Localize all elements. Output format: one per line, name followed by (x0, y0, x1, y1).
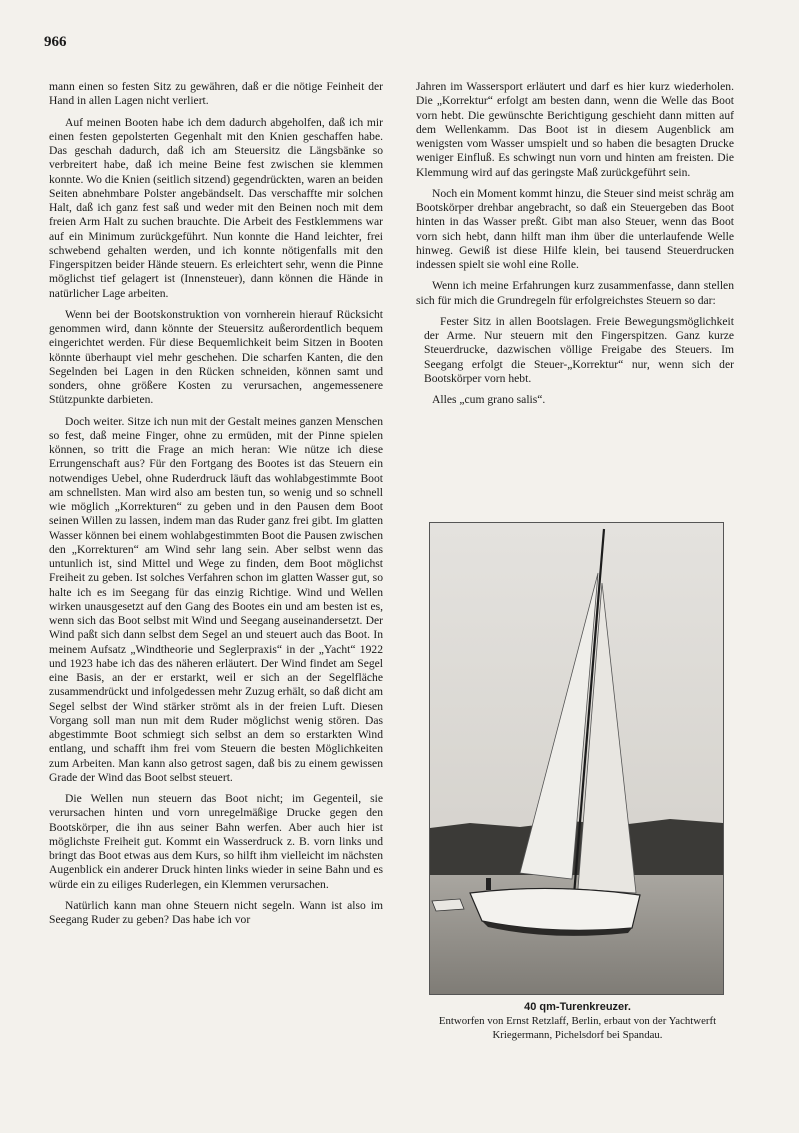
paragraph: Fester Sitz in allen Bootslagen. Freie Bewegungsmöglichkeit der Arme. Nur steuern mit den Fingerspitzen. Ganz kurze Steuerdrucke, dazwischen völlige Freigabe des Steuers. Im Seegang erfolgt die Steuer-„Korrektur“ nur, wenn sich der Bootskörper vorn hebt. (424, 314, 734, 385)
right-column (416, 80, 734, 414)
dinghy (432, 899, 464, 911)
paragraph: Natürlich kann man ohne Steuern nicht segeln. Wann ist also im Seegang Ruder zu geben? Das habe ich vor (49, 898, 383, 926)
sailboat-illustration (430, 523, 723, 994)
paragraph: Die Wellen nun steuern das Boot nicht; im Gegenteil, sie verursachen hinten und vorn unregelmäßige Drucke gegen den Bootskörper, die ihn aus seiner Bahn werfen. Aber auch hier ist möglichste Freiheit gut. Kommt ein Wasserdruck z. B. vorn links und bringt das Boot etwas aus dem Kurs, so hilft ihm vielleicht im nächsten Augenblick ein anderer Druck hinten links wieder in seine Bahn und es würde ein zu eiliges Ruderlegen, ein Klemmen verursachen. (49, 792, 383, 891)
paragraph: Wenn bei der Bootskonstruktion von vornherein hierauf Rücksicht genommen wird, dann könnte der Steuersitz außerordentlich bequem eingerichtet werden. Für diese Bequemlichkeit beim Sitzen in Booten könnte überhaupt viel mehr geschehen. Die scharfen Kanten, die den Segelnden bei Lagen in den Rücken schneiden, können samt und sonders, ohne größere Kosten zu verursachen, angemessenere Stützpunkte darbieten. (49, 307, 383, 407)
sailboat-photo (429, 522, 724, 995)
caption-title: 40 qm-Turenkreuzer. (524, 1001, 631, 1013)
paragraph: Doch weiter. Sitze ich nun mit der Gestalt meines ganzen Menschen so fest, daß meine Finger, ohne zu ermüden, mit der Pinne spielen können, so tritt die Frage an mich heran: Wie nütze ich diese Errungenschaft aus? Für den Fortgang des Bootes ist das Steuern ein notwendiges Uebel, ohne Ruderdruck läuft das wohlabgestimmte Boot am schnellsten. Man wird also am besten tun, so wenig und so schnell wie möglich „Korrekturen“ zu geben und in den Pausen dem Boot seinen Willen zu lassen, indem man das Ruder ganz frei gibt. Im glatten Wasser können bei einem wohlabgestimmten Boot die Pausen zwischen den „Korrekturen“ am Wind sehr lang sein. Aber selbst wenn das untunlich ist, sind Mittel und Wege zu finden, dem Boot möglichst Freiheit zu geben. Ist solches Verfahren schon im glatten Wasser gut, so halte ich es im Seegang für das einzig Richtige. Wind und Wellen wirken unausgesetzt auf den Gang des Bootes ein und am besten ist es, wenn sich das Boot selbst mit Wind und Seegang auseinandersetzt. Der Wind paßt sich dann selbst dem Segel an und steuert auch das Boot. In meinem Aufsatz „Windtheorie und Seglerpraxis“ in der „Yacht“ 1922 und 1923 habe ich das des näheren erläutert. Der Wind findet am Segel eine Basis, an der er erstarkt, weil er sich an der Segelfläche zusammendrückt und infolgedessen mehr Zuzug erhält, so daß dicht am Segel selbst der Wind stärker strömt als in der freien Luft. Diesen Vorgang soll man nun mit dem Ruder möglichst wenig stören. Das abgestimmte Boot schmiegt sich selbst an dem so erstarkten Wind entlang, und schafft ihm frei vom Steuern die besten Möglichkeiten zum Arbeiten. Man kann also getrost sagen, daß bis zu einem gewissen Grade der Wind das Boot selbst steuert. (49, 414, 383, 784)
figure-caption (400, 1000, 755, 1042)
paragraph: Alles „cum grano salis“. (432, 393, 546, 406)
paragraph: Auf meinen Booten habe ich dem dadurch abgeholfen, daß ich mir einen festen gepolsterten Gegenhalt mit den Knien geschaffen habe. Das geschah dadurch, daß ich am Steuersitz die Längsbänke so verbreitert habe, daß ich meine Beine fest zwischen sie klemmen konnte. Wo die Knien (seitlich sitzend) gegendrückten, waren an beiden Seiten abnehmbare Polster angebändselt. Das verschaffte mir solchen Halt, daß ich ganz fest saß und weder mit den Beinen noch mit dem freien Arm Halt zu suchen brauchte. Die Arbeit des Festklemmens war auf ein Minimum zurückgeführt. Nun konnte die Hand leichter, frei schwebend gehalten werden, und ich konnte nötigenfalls mit den Fingerspitzen beider Hände steuern. Es erleichtert sehr, wenn die Pinne möglichst tief gelagert ist (Innensteuer), dann können die Hände in natürlicher Lage arbeiten. (49, 115, 383, 300)
left-column (49, 80, 383, 934)
paragraph: Jahren im Wassersport erläutert und darf es hier kurz wiederholen. Die „Korrektur“ erfolgt am besten dann, wenn die Welle das Boot vorn hebt. Die gewünschte Berichtigung geschieht dann mitten auf dem Wellenkamm. Das Boot ist in diesem Augenblick am wenigsten vom Wasser umspielt und so haben die besagten Drucke weniger Einfluß. Es schwingt nun vorn und hinten am freisten. Die Klemmung wird auf das geringste Maß zurückgeführt sein. (416, 80, 734, 179)
caption-line-1: Entworfen von Ernst Retzlaff, Berlin, erbaut von der Yachtwerft (438, 1015, 717, 1027)
page-number: 966 (44, 34, 67, 50)
sailor-figure (486, 878, 491, 890)
paragraph: Noch ein Moment kommt hinzu, die Steuer sind meist schräg am Bootskörper drehbar angebracht, so daß ein Steuergeben das Boot hinten in das Wasser preßt. Gibt man also Steuer, wenn das Boot vorn sich hebt, dann hilft man ihm über die unterlaufende Welle hinweg. Gewiß ist diese Hilfe klein, bei tausend Steuerdrucken indessen spielt sie wohl eine Rolle. (416, 186, 734, 271)
paragraph: Wenn ich meine Erfahrungen kurz zusammenfasse, dann stellen sich für mich die Grundregeln für erfolgreichstes Steuern so dar: (416, 279, 734, 307)
paragraph: mann einen so festen Sitz zu gewähren, daß er die nötige Feinheit der Hand in allen Lagen nicht verliert. (49, 80, 383, 108)
caption-line-2: Kriegermann, Pichelsdorf bei Spandau. (492, 1029, 663, 1041)
